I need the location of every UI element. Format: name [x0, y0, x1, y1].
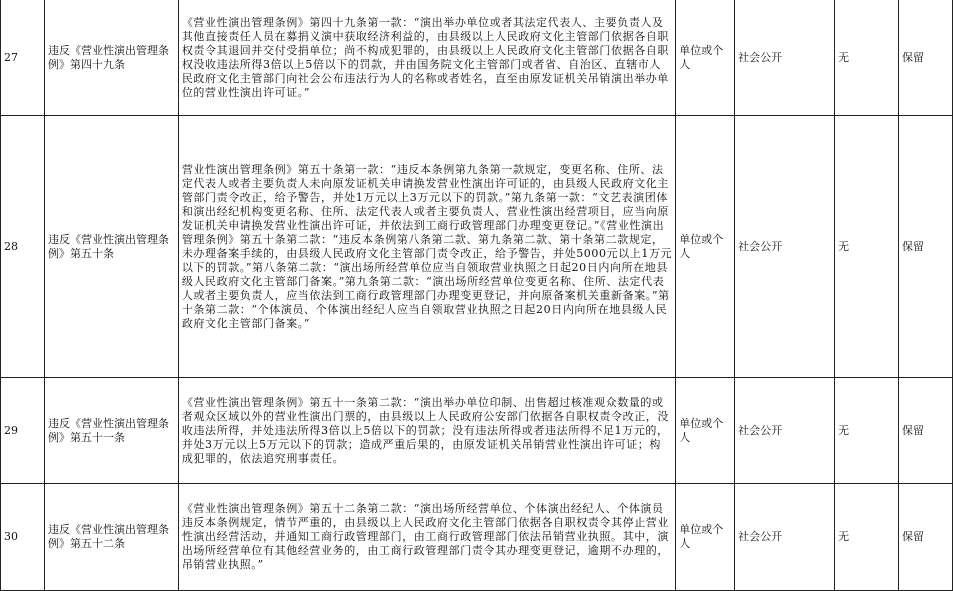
status-text: 保留 [902, 423, 924, 437]
subject-type-text: 单位或个人 [679, 43, 724, 71]
extra-info [835, 378, 899, 484]
table-row [1, 378, 953, 484]
item-name-text: 违反《营业性演出管理条例》第五十二条 [47, 523, 169, 550]
legal-basis-text: 《营业性演出管理条例》第四十九条第一款：“演出举办单位或者其法定代表人、主要负责人及其他直接责任人员在募捐义演中获取经济利益的，由县级以上人民政府文化主管部门依据各自职权责令其退回并交付受捐单位；尚不构成犯罪的，由县级以上人民政府文化主管部门依据各自职权没收违法所得3倍以上5倍以下的罚款，并由国务院文化主管部门或者省、自治区、直辖市人民政府文化主管部门向社会公布违法行为人的名称或者姓名，直至由原发证机关吊销演出举办单位的营业性演出许可证。” [181, 15, 670, 99]
extra-info [835, 0, 899, 116]
legal-basis [178, 116, 675, 378]
row-number-text: 29 [4, 423, 18, 437]
status [899, 116, 953, 378]
row-number [1, 378, 45, 484]
row-number [1, 484, 45, 591]
item-name-text: 违反《营业性演出管理条例》第五十条 [47, 232, 169, 260]
legal-basis-text: 《营业性演出管理条例》第五十二条第二款：“演出场所经营单位、个体演出经纪人、个体演员违反本条例规定，情节严重的，由县级以上人民政府文化主管部门依据各自职权责令其停止营业性演出经营活动，并通知工商行政管理部门，由工商行政管理部门依法吊销营业执照。其中，演出场所经营单位有其他经营业务的，由工商行政管理部门责令其办理变更登记，逾期不办理的，吊销营业执照。” [181, 502, 670, 571]
row-number-text: 30 [4, 530, 18, 543]
table-body [1, 0, 953, 591]
status-text: 保留 [902, 50, 924, 64]
subject-type [676, 484, 735, 591]
status [899, 0, 953, 116]
table-row [1, 116, 953, 378]
legal-basis [178, 378, 675, 484]
item-name [44, 116, 178, 378]
disclosure-mode-text: 社会公开 [738, 530, 783, 543]
subject-type-text: 单位或个人 [679, 416, 724, 444]
status [899, 484, 953, 591]
subject-type [676, 378, 735, 484]
row-number-text: 27 [4, 50, 18, 64]
item-name [44, 378, 178, 484]
extra-info [835, 484, 899, 591]
disclosure-mode [735, 378, 835, 484]
disclosure-mode [735, 116, 835, 378]
row-number [1, 116, 45, 378]
extra-info-text: 无 [838, 423, 850, 437]
legal-basis [178, 484, 675, 591]
status [899, 378, 953, 484]
item-name [44, 484, 178, 591]
item-name-text: 违反《营业性演出管理条例》第五十一条 [47, 416, 169, 444]
disclosure-mode [735, 484, 835, 591]
table-row [1, 484, 953, 591]
extra-info-text: 无 [838, 239, 850, 253]
table-row [1, 0, 953, 116]
legal-basis-text: 营业性演出管理条例》第五十条第一款：“违反本条例第九条第一款规定，变更名称、住所、法定代表人或者主要负责人未向原发证机关申请换发营业性演出许可证的，由县级人民政府文化主管部门责令改正，给予警告，并处1万元以上3万元以下的罚款。”第九条第一款：“文艺表演团体和演出经纪机构变更名称、住所、法定代表人或者主要负责人、营业性演出经营项目，应当向原发证机关申请换发营业性演出许可证，并依法到工商行政管理部门办理变更登记。”《营业性演出管理条例》第五十条第二款：“违反本条例第八条第二款、第九条第二款、第十条第二款规定，未办理备案手续的，由县级人民政府文化主管部门责令改正，给予警告，并处5000元以上1万元以下的罚款。”第八条第二款：“演出场所经营单位应当自领取营业执照之日起20日内向所在地县级人民政府文化主管部门备案。”第九条第二款：“演出场所经营单位变更名称、住所、法定代表人或者主要负责人，应当依法到工商行政管理部门办理变更登记，并向原备案机关重新备案。”第十条第二款：“个体演员、个体演出经纪人应当自领取营业执照之日起20日内向所在地县级人民政府文化主管部门备案。” [181, 162, 673, 330]
subject-type-text: 单位或个人 [679, 232, 724, 260]
subject-type [676, 0, 735, 116]
legal-basis-text: 《营业性演出管理条例》第五十一条第二款：“演出举办单位印制、出售超过核准观众数量的或者观众区域以外的营业性演出门票的，由县级以上人民政府公安部门依据各自职权责令改正，没收违法所得，并处违法所得3倍以上5倍以下的罚款；没有违法所得或者违法所得不足1万元的，并处3万元以上5万元以下的罚款；造成严重后果的，由原发证机关吊销营业性演出许可证；构成犯罪的，依法追究刑事责任。 [181, 395, 670, 465]
extra-info-text: 无 [838, 530, 850, 543]
disclosure-mode-text: 社会公开 [738, 423, 783, 437]
subject-type [676, 116, 735, 378]
row-number-text: 28 [4, 239, 18, 253]
disclosure-mode [735, 0, 835, 116]
subject-type-text: 单位或个人 [679, 523, 724, 550]
extra-info-text: 无 [838, 50, 850, 64]
status-text: 保留 [902, 530, 924, 543]
extra-info [835, 116, 899, 378]
disclosure-mode-text: 社会公开 [738, 239, 783, 253]
status-text: 保留 [902, 239, 924, 253]
row-number [1, 0, 45, 116]
item-name [44, 0, 178, 116]
item-name-text: 违反《营业性演出管理条例》第四十九条 [47, 43, 169, 71]
disclosure-mode-text: 社会公开 [738, 50, 783, 64]
legal-basis [178, 0, 675, 116]
